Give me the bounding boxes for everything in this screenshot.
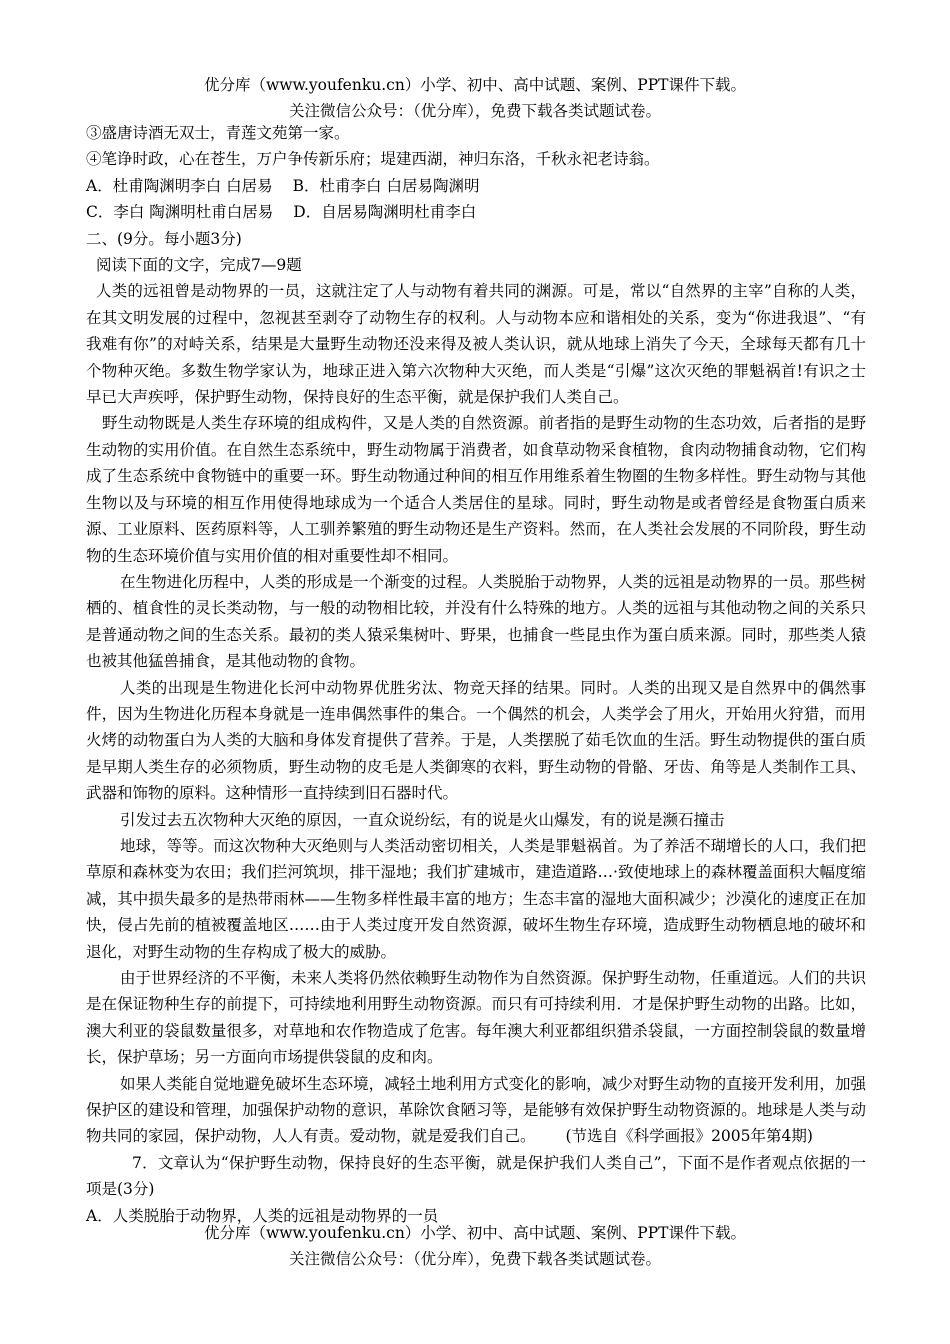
section-instruction: 阅读下面的文字，完成7—9题 [96, 256, 302, 275]
document-body [86, 120, 866, 1229]
options-row-2 [86, 199, 866, 225]
question-7-option-a: A．人类脱胎于动物界，人类的远祖是动物界的一员 [86, 1206, 439, 1225]
option-b: B．杜甫李白 白居易陶渊明 [292, 176, 480, 195]
paragraph-7: 由于世界经济的不平衡，未来人类将仍然依赖野生动物作为自然资源。保护野生动物，任重道远。人们的共识是在保证物种生存的前提下，可持续地利用野生动物资源。而只有可持续利用．才是保护野生动物的出路。比如，澳大利亚的袋鼠数量很多，对草地和农作物造成了危害。每年澳大利亚都组织猎杀袋鼠，一方面控制袋鼠的数量增长，保护草场；另一方面向市场提供袋鼠的皮和肉。 [86, 969, 866, 1067]
paragraph-6: 地球，等等。而这次物种大灭绝则与人类活动密切相关，人类是罪魁祸首。为了养活不瑚增长的人口，我们把草原和森林变为农田；我们拦河筑坝，排干湿地；我们扩建城市，建造道路…·致使地球上的森林覆盖面积大幅度缩减，其中损失最多的是热带雨林——生物多样性最丰富的地方；生态丰富的湿地大面积减少；沙漠化的速度正在加快，侵占先前的植被覆盖地区……由于人类过度开发自然资源，破坏生物生存环境，造成野生动物栖息地的破坏和退化，对野生动物的生存构成了极大的威胁。 [86, 836, 866, 961]
option-c: C．李白 陶渊明杜甫白居易 [86, 203, 274, 222]
paragraph-3: 在生物进化历程中，人类的形成是一个渐变的过程。人类脱胎于动物界，人类的远祖是动物界的一员。那些树栖的、植食性的灵长类动物，与一般的动物相比较，并没有什么特殊的地方。人类的远祖与其他动物之间的关系只是普通动物之间的生态关系。最初的类人猿采集树叶、野果，也捕食一些昆虫作为蛋白质来源。同时，那些类人猿也被其他猛兽捕食，是其他动物的食物。 [86, 572, 866, 671]
section-heading: 二、(9分。每小题3分) [86, 229, 242, 248]
header-line-1: 优分库（www.youfenku.cn）小学、初中、高中试题、案例、PPT课件下载。 [203, 76, 747, 94]
paragraph-8 [86, 1071, 866, 1150]
paragraph-2: 野生动物既是人类生存环境的组成构件，又是人类的自然资源。前者指的是野生动物的生态功效，后者指的是野生动物的实用价值。在自然生态系统中，野生动物属于消费者，如食草动物采食植物，食肉动物捕食动物，它们构成了生态系统中食物链中的重要一环。野生动物通过种间的相互作用维系着生物圈的生物多样性。野生动物与其他生物以及与环境的相互作用使得地球成为一个适合人类居住的星球。同时，野生动物是或者曾经是食物蛋白质来源、工业原料、医药原料等，人工驯养繁殖的野生动物还是生产资料。然而，在人类社会发展的不同阶段，野生动物的生态环境价值与实用价值的相对重要性却不相同。 [86, 414, 866, 565]
question-7-stem: 7．文章认为“保护野生动物，保持良好的生态平衡，就是保护我们人类自己”，下面不是作者观点依据的一项是(3分) [86, 1153, 866, 1199]
couplet-3: ③盛唐诗酒无双士，青莲文苑第一家。 [86, 124, 350, 142]
footer-line-1: 优分库（www.youfenku.cn）小学、初中、高中试题、案例、PPT课件下载。 [203, 1224, 747, 1242]
source-note: (节选自《科学画报》2005年第4期) [565, 1127, 813, 1146]
paragraph-4: 人类的出现是生物进化长河中动物界优胜劣汰、物竞天择的结果。同时。人类的出现又是自然界中的偶然事件，因为生物进化历程本身就是一连串偶然事件的集合。一个偶然的机会，人类学会了用火，开始用火狩猎，而用火烤的动物蛋白为人类的大脑和身体发育提供了营养。于是，人类摆脱了茹毛饮血的生活。野生动物提供的蛋白质是早期人类生存的必须物质，野生动物的皮毛是人类御寒的衣料，野生动物的骨骼、牙齿、角等是人类制作工具、武器和饰物的原料。这种情形一直持续到旧石器时代。 [86, 678, 866, 803]
couplet-4: ④笔诤时政，心在苍生，万户争传新乐府；堤建西湖，神归东洛，千秋永祀老诗翁。 [86, 150, 660, 169]
option-a: A．杜甫陶渊明李白 白居易 [86, 176, 273, 195]
options-row-1 [86, 173, 866, 199]
header-line-2: 关注微信公众号：（优分库），免费下载各类试题试卷。 [288, 102, 661, 120]
paragraph-1: 人类的远祖曾是动物界的一员，这就注定了人与动物有着共同的渊源。可是，常以“自然界的主宰”自称的人类，在其文明发展的过程中，忽视甚至剥夺了动物生存的权利。人与动物本应和谐相处的关系，变为“你进我退”、“有我难有你”的对峙关系，结果是大量野生动物还没来得及被人类认识，就从地球上消失了今天，全球每天都有几十个物种灭绝。多数生物学家认为，地球正进入第六次物种大灭绝，而人类是“引爆”这次灭绝的罪魁祸首!有识之士早已大声疾呼，保护野生动物，保持良好的生态平衡，就是保护我们人类自己。 [86, 282, 866, 407]
footer-line-2: 关注微信公众号：（优分库），免费下载各类试题试卷。 [288, 1250, 661, 1268]
option-d: D．自居易陶渊明杜甫李白 [293, 203, 477, 222]
paragraph-5: 引发过去五次物种大灭绝的原因，一直众说纷纭，有的说是火山爆发，有的说是濒石撞击 [120, 810, 725, 829]
paragraph-8-text: 如果人类能自觉地避免破坏生态环境，减轻土地利用方式变化的影响，减少对野生动物的直接开发利用，加强保护区的建设和管理，加强保护动物的意识，革除饮食陋习等，是能够有效保护野生动物资源的。地球是人类与动物共同的家园，保护动物，人人有责。爱动物，就是爱我们自己。 [86, 1074, 866, 1146]
